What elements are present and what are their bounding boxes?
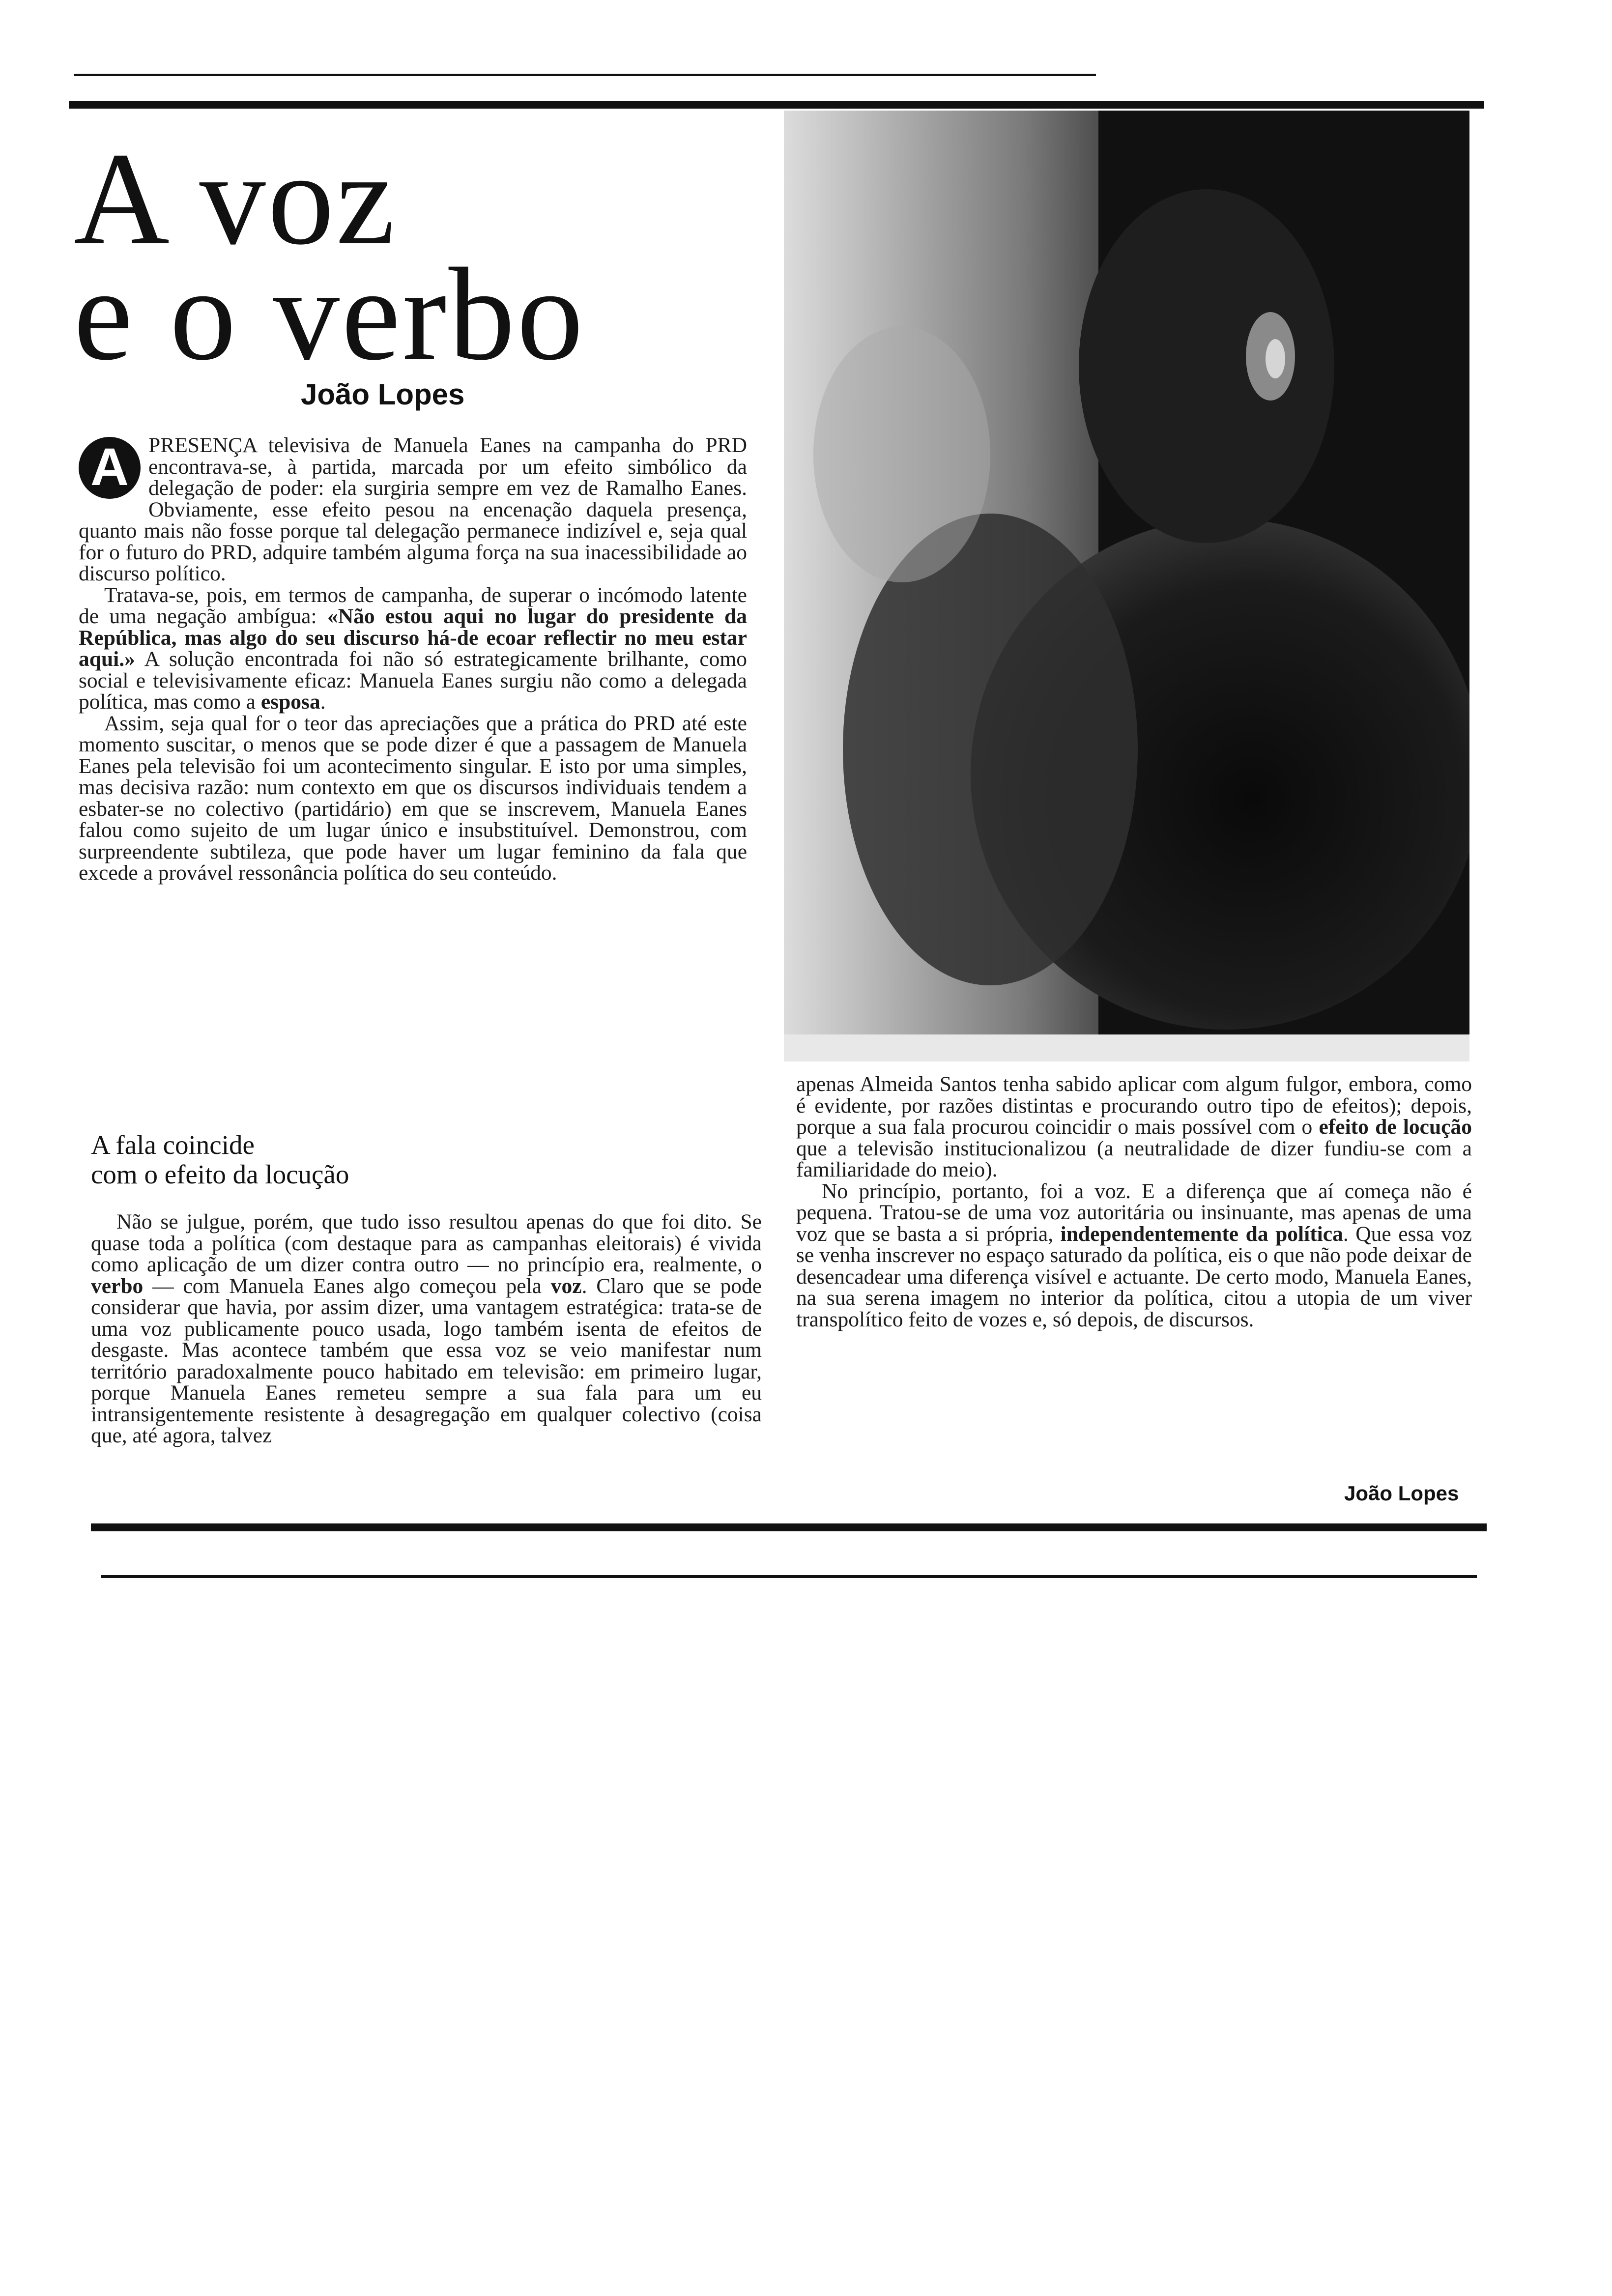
section-subheading: A fala coincide com o efeito da locução (91, 1130, 349, 1189)
bold-word-esposa: esposa (260, 690, 320, 714)
intro-paragraph-3: Assim, seja qual for o teor das apreciações que a prática do PRD até este momento suscitar, o menos que se pode dizer é que a passagem de Manuela Eanes pela televisão foi um acontecimento singular. E isto por uma simples, mas decisiva razão: num contexto em que os discursos individuais tendem a esbater-se no colectivo (partidário) em que se inscrevem, Manuela Eanes falou como sujeito de um lugar único e insubstituível. Demonstrou, com surpreendente subtileza, que pode haver um lugar feminino da fala que excede a provável ressonância política do seu conteúdo. (79, 711, 747, 885)
right-paragraph-2: No princípio, portanto, foi a voz. E a diferença que aí começa não é pequena. Tratou-se de uma voz autoritária ou insinuante, mas apenas de uma voz que se basta a si própria, independentemente da política. Que essa voz se venha inscrever no espaço saturado da política, eis o que não pode deixar de desencadear uma diferença visível e actuante. De certo modo, Manuela Eanes, na sua serena imagem no interior da política, citou a utopia de um viver transpolítico feito de vozes e, só depois, de discursos. (796, 1179, 1472, 1331)
bottom-rule-thin (101, 1575, 1477, 1578)
intro-paragraph-1: A PRESENÇA televisiva de Manuela Eanes na campanha do PRD encontrava-se, à partida, marcada por um efeito simbólico da delegação de poder: ela surgiria sempre em vez de Ramalho Eanes. Obviamente, esse efeito pesou na encenação daquela presença, quanto mais não fosse porque tal delegação permanece indizível e, seja qual for o futuro do PRD, adquire também alguma força na sua inacessibilidade ao discurso político. (79, 433, 747, 585)
bottom-rule-thick (91, 1523, 1487, 1531)
author-byline: João Lopes (301, 378, 465, 411)
top-rule-thick (69, 101, 1484, 109)
author-signature: João Lopes (1344, 1482, 1459, 1505)
right-paragraph-1: apenas Almeida Santos tenha sabido aplicar com algum fulgor, embora, como é evidente, por razões distintas e procurando outro tipo de efeitos); depois, porque a sua fala procurou coincidir o mais possível com o efeito de locução que a televisão institucionalizou (a neutralidade de dizer fundiu-se com a familiaridade do meio). (796, 1072, 1472, 1181)
dropcap: A (79, 437, 141, 499)
intro-column (79, 435, 747, 884)
headline-line-1: A voz (74, 125, 397, 272)
section2-column (91, 1211, 762, 1447)
headline-line-2: e o verbo (74, 241, 585, 388)
right-column (796, 1074, 1472, 1330)
intro-paragraph-2: Tratava-se, pois, em termos de campanha, de superar o incómodo latente de uma negação ambígua: «Não estou aqui no lugar do presidente da República, mas algo do seu discurso há-de ecoar reflectir no meu estar aqui.» A solução encontrada foi não só estrategicamente brilhante, como social e televisivamente eficaz: Manuela Eanes surgiu não como a delegada política, mas como a esposa. (79, 583, 747, 714)
section2-paragraph-1: Não se julgue, porém, que tudo isso resultou apenas do que foi dito. Se quase toda a política (com destaque para as campanhas eleitorais) é vivida como aplicação de um dizer contra outro — no princípio era, realmente, o verbo — com Manuela Eanes algo começou pela voz. Claro que se pode considerar que havia, por assim dizer, uma vantagem estratégica: trata-se de uma voz publicamente pouco usada, logo também isenta de efeitos de desgaste. Mas acontece também que essa voz se veio manifestar num território paradoxalmente pouco habitado em televisão: em primeiro lugar, porque Manuela Eanes remeteu sempre a sua fala para um eu intransigentemente resistente à desagregação em qualquer colectivo (coisa que, até agora, talvez (91, 1210, 762, 1447)
portrait-photo (784, 111, 1469, 1062)
top-rule-thin (74, 74, 1096, 76)
photo-halftone-portrait-icon (784, 111, 1469, 1062)
quote: «Não estou aqui no lugar do presidente da República, mas algo do seu discurso há-de ecoar reflectir no meu estar aqui.» (79, 604, 747, 671)
